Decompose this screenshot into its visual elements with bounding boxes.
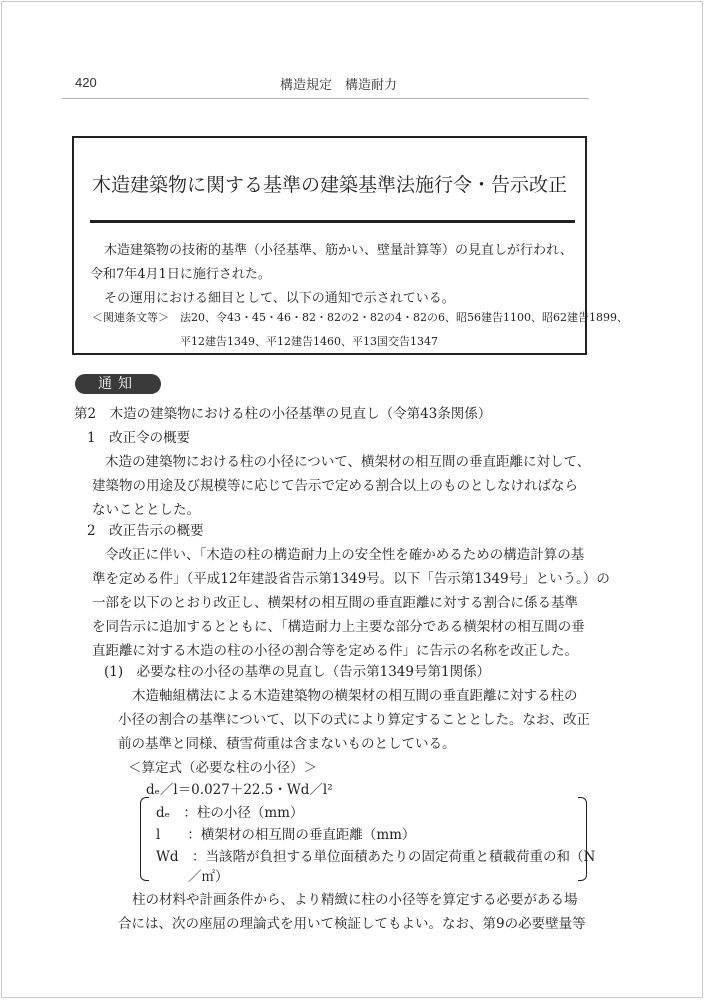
running-header: 構造規定 構造耐力 xyxy=(280,78,398,93)
header-rule xyxy=(62,98,589,99)
box-line: 木造建築物の技術的基準（小径基準、筋かい、壁量計算等）の見直しが行われ、 xyxy=(104,243,573,258)
left-bracket xyxy=(140,797,149,881)
box-title: 木造建築物に関する基準の建築基準法施行令・告示改正 xyxy=(91,174,567,196)
right-bracket xyxy=(578,797,587,881)
related-label: ＜関連条文等＞ xyxy=(92,311,169,324)
summary-box xyxy=(72,136,628,355)
related-line: 平12建告1349、平12建告1460、平13国交告1347 xyxy=(180,335,438,348)
paragraph-line: を同告示に追加するとともに、「構造耐力上主要な部分である横架材の相互間の垂 xyxy=(92,619,585,635)
section-heading: 第2 木造の建築物における柱の小径基準の見直し（令第43条関係） xyxy=(74,406,492,422)
formula-variable: Wd ：当該階が負担する単位面積あたりの固定荷重と積載荷重の和（N xyxy=(156,849,596,865)
subsection-heading: 1 改正令の概要 xyxy=(87,430,191,446)
paragraph-line: ないこととした。 xyxy=(92,502,200,518)
paragraph-line: 準を定める件」（平成12年建設省告示第1349号。以下「告示第1349号」という。）の xyxy=(92,571,610,587)
subsection-heading: 2 改正告示の概要 xyxy=(87,523,204,539)
paragraph-line: 一部を以下のとおり改正し、横架材の相互間の垂直距離に対する割合に係る基準 xyxy=(92,595,578,611)
paragraph-line: 前の基準と同様、積雪荷重は含まないものとしている。 xyxy=(118,736,456,752)
formula-variable: ／㎡） xyxy=(188,869,229,885)
formula-heading: ＜算定式（必要な柱の小径）＞ xyxy=(128,760,317,776)
box-line: 令和7年4月1日に施行された。 xyxy=(90,267,271,282)
page-number: 420 xyxy=(75,75,97,90)
paragraph-line: 建築物の用途及び規模等に応じて告示で定める割合以上のものとしなければなら xyxy=(92,478,578,494)
paragraph-line: 合には、次の座屈の理論式を用いて検証してもよい。なお、第9の必要壁量等 xyxy=(118,916,586,932)
paragraph-line: 木造軸組構法による木造建築物の横架材の相互間の垂直距離に対する柱の xyxy=(132,688,578,704)
paragraph-line: 木造の建築物における柱の小径について、横架材の相互間の垂直距離に対して、 xyxy=(105,454,591,470)
paragraph-line: 小径の割合の基準について、以下の式により算定することとした。なお、改正 xyxy=(118,712,590,728)
paragraph-line: 直距離に対する木造の柱の小径の割合等を定める件」に告示の名称を改正した。 xyxy=(92,643,578,659)
formula-variable: dₑ ：柱の小径（mm） xyxy=(156,805,304,821)
paragraph-line: 柱の材料や計画条件から、より精緻に柱の小径等を算定する必要がある場 xyxy=(132,892,578,908)
box-line: その運用における細目として、以下の通知で示されている。 xyxy=(104,291,455,306)
box-rule xyxy=(90,220,575,223)
formula-variable: l ：横架材の相互間の垂直距離（mm） xyxy=(156,827,416,843)
item-heading: (1) 必要な柱の小径の基準の見直し（告示第1349号第1関係） xyxy=(104,664,491,680)
formula: dₑ／l＝0.027＋22.5・Wd／l² xyxy=(146,782,333,798)
notice-badge: 通知 xyxy=(75,374,161,394)
related-line: 法20、令43・45・46・82・82の2・82の4・82の6、昭56建告1100、昭62建告1899、 xyxy=(180,311,628,324)
paragraph-line: 令改正に伴い、「木造の柱の構造耐力上の安全性を確かめるための構造計算の基 xyxy=(105,547,585,563)
